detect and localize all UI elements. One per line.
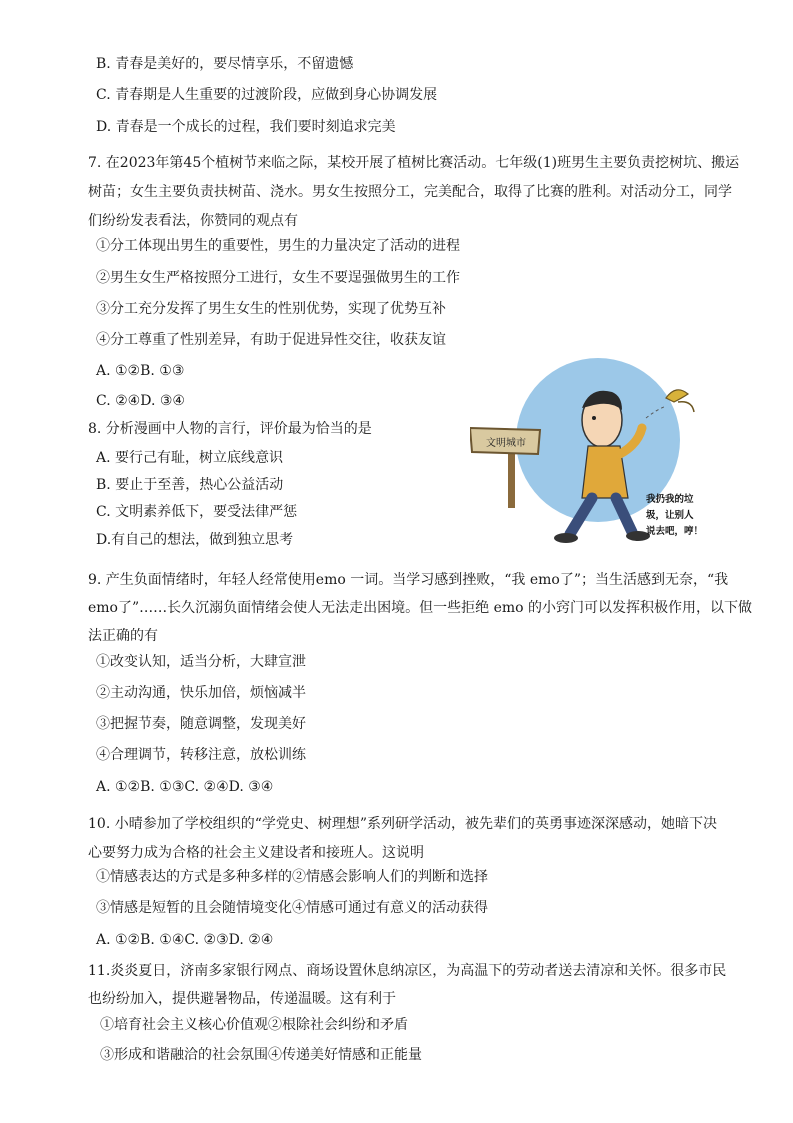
q6-option-b: B. 青春是美好的，要尽情享乐，不留遗憾: [96, 56, 354, 72]
cartoon-speech-line-3: 说去吧，哼！: [646, 526, 704, 537]
q8-option-d: D.有自己的想法，做到独立思考: [96, 532, 294, 548]
q8-option-c: C. 文明素养低下，要受法律严惩: [96, 504, 298, 520]
q10-item-row-1: ①情感表达的方式是多种多样的②情感会影响人们的判断和选择: [96, 869, 488, 885]
q7-stem-line-1: 7. 在2023年第45个植树节来临之际，某校开展了植树比赛活动。七年级(1)班男生主要负责挖树坑、搬运: [88, 155, 740, 171]
q6-option-c: C. 青春期是人生重要的过渡阶段，应做到身心协调发展: [96, 87, 438, 103]
q8-stem: 8. 分析漫画中人物的言行，评价最为恰当的是: [88, 421, 372, 437]
q11-stem-line-2: 也纷纷加入，提供避暑物品，传递温暖。这有利于: [88, 991, 396, 1007]
q9-stem-line-2: emo了”……长久沉溺负面情绪会使人无法走出困境。但一些拒绝 emo 的小窍门可以发挥积极作用，以下做: [88, 600, 753, 616]
q7-options-row-1: A. ①②B. ①③: [96, 363, 185, 379]
q9-item-4: ④合理调节，转移注意，放松训练: [96, 747, 306, 763]
q7-stem-line-2: 树苗；女生主要负责扶树苗、浇水。男女生按照分工，完美配合，取得了比赛的胜利。对活动分工，同学: [88, 184, 732, 200]
q7-stem-line-3: 们纷纷发表看法，你赞同的观点有: [88, 213, 298, 229]
q7-item-2: ②男生女生严格按照分工进行，女生不要逞强做男生的工作: [96, 270, 460, 286]
q7-item-3: ③分工充分发挥了男生女生的性别优势，实现了优势互补: [96, 301, 446, 317]
q11-item-row-2: ③形成和谐融洽的社会氛围④传递美好情感和正能量: [100, 1047, 422, 1063]
q9-item-2: ②主动沟通，快乐加倍，烦恼减半: [96, 685, 306, 701]
q8-option-a: A. 要行己有耻，树立底线意识: [96, 450, 284, 466]
svg-text:我扔我的垃 圾，让别人 说去吧，哼！: [646, 493, 703, 537]
q10-item-row-2: ③情感是短暂的且会随情境变化④情感可通过有意义的活动获得: [96, 900, 488, 916]
q7-item-1: ①分工体现出男生的重要性，男生的力量决定了活动的进程: [96, 238, 460, 254]
q6-option-d: D. 青春是一个成长的过程，我们要时刻追求完美: [96, 119, 396, 135]
q11-item-row-1: ①培育社会主义核心价值观②根除社会纠纷和矛盾: [100, 1017, 408, 1033]
q10-stem-line-1: 10. 小晴参加了学校组织的“学党史、树理想”系列研学活动，被先辈们的英勇事迹深深感动，她暗下决: [88, 816, 718, 832]
q11-stem-line-1: 11.炎炎夏日，济南多家银行网点、商场设置休息纳凉区，为高温下的劳动者送去清凉和关怀。很多市民: [88, 963, 727, 979]
cartoon-sign-text: 文明城市: [486, 438, 526, 449]
q8-cartoon-image: [470, 358, 730, 548]
q9-stem-line-1: 9. 产生负面情绪时，年轻人经常使用emo 一词。当学习感到挫败，“我 emo了”；当生活感到无奈，“我: [88, 572, 729, 588]
q7-options-row-2: C. ②④D. ③④: [96, 393, 185, 409]
q9-options: A. ①②B. ①③C. ②④D. ③④: [96, 779, 274, 795]
q9-item-3: ③把握节奏，随意调整，发现美好: [96, 716, 306, 732]
cartoon-speech-line-2: 圾，让别人: [646, 510, 694, 521]
q9-stem-line-3: 法正确的有: [88, 628, 158, 644]
q9-item-1: ①改变认知，适当分析，大肆宣泄: [96, 654, 306, 670]
q10-options: A. ①②B. ①④C. ②③D. ②④: [96, 932, 274, 948]
q8-option-b: B. 要止于至善，热心公益活动: [96, 477, 284, 493]
cartoon-speech-line-1: 我扔我的垃: [646, 494, 694, 505]
q7-item-4: ④分工尊重了性别差异，有助于促进异性交往，收获友谊: [96, 332, 446, 348]
q10-stem-line-2: 心要努力成为合格的社会主义建设者和接班人。这说明: [88, 845, 424, 861]
